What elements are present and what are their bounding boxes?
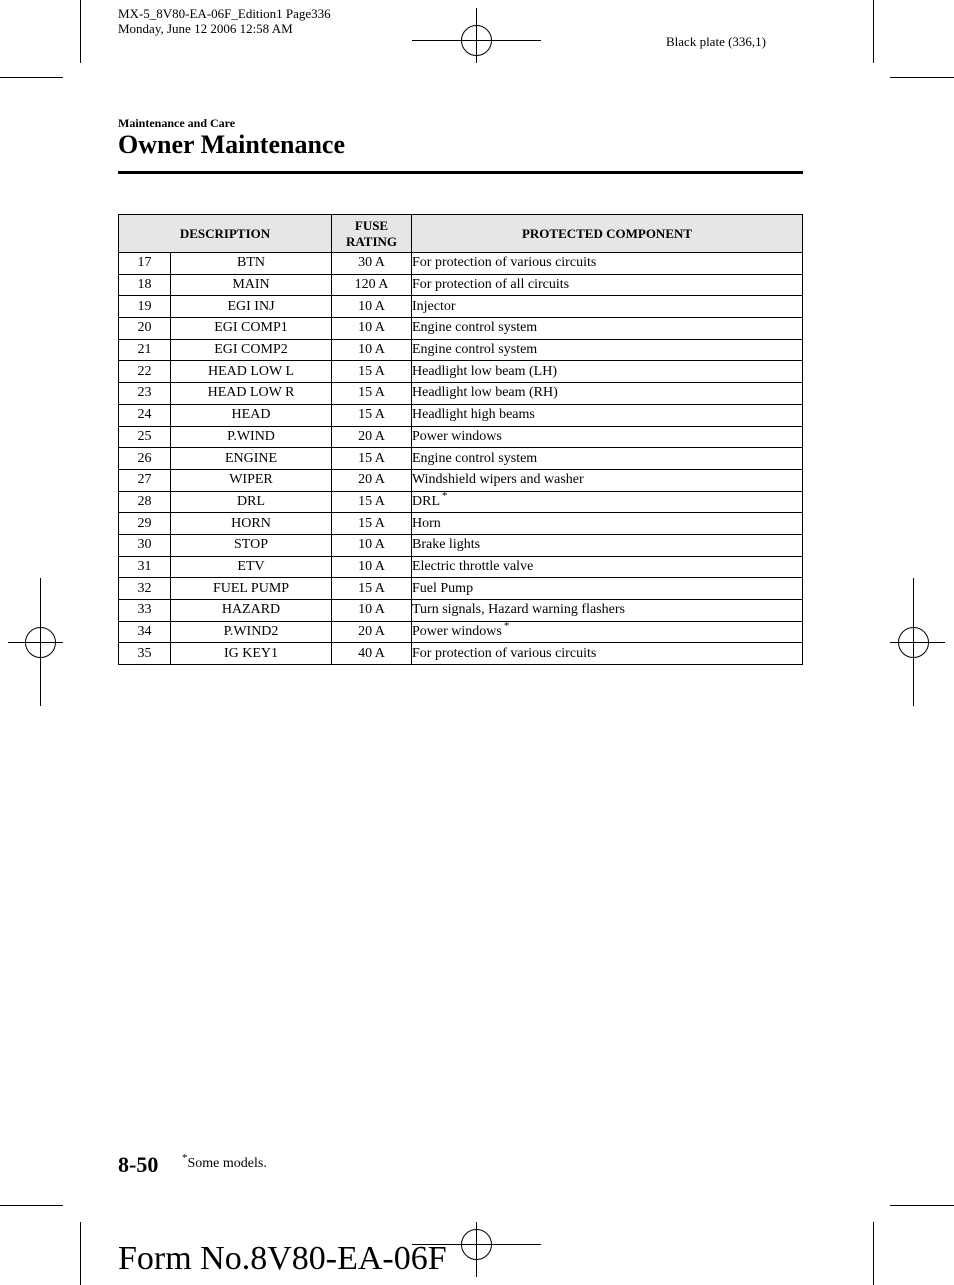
fuse-name-cell-text: HORN (231, 515, 271, 531)
fuse-rating-cell (332, 426, 412, 448)
protected-component-cell (412, 556, 803, 578)
footnote-mark: * (182, 1152, 188, 1165)
protected-component-cell (412, 578, 803, 600)
title-rule (118, 171, 803, 174)
fuse-name-cell-text: DRL (237, 493, 265, 509)
fuse-number-cell (119, 621, 171, 643)
fuse-number-cell (119, 491, 171, 513)
protected-component-cell (412, 318, 803, 340)
table-row (119, 339, 803, 361)
protected-component-cell-text: Injector (412, 298, 456, 314)
fuse-rating-cell-text: 10 A (358, 342, 385, 358)
fuse-number-cell-text: 21 (137, 342, 152, 358)
fuse-number-cell (119, 383, 171, 405)
protected-component-cell (412, 404, 803, 426)
fuse-rating-cell (332, 296, 412, 318)
table-row (119, 556, 803, 578)
fuse-name-cell-text: HEAD LOW L (207, 363, 295, 379)
protected-component-cell-text: Fuel Pump (412, 580, 474, 596)
fuse-number-cell-text: 29 (137, 515, 152, 531)
protected-component-cell (412, 534, 803, 556)
table-row (119, 469, 803, 491)
fuse-number-cell-text: 23 (137, 385, 152, 401)
protected-component-cell (412, 600, 803, 622)
protected-component-cell (412, 383, 803, 405)
fuse-number-cell-text: 27 (137, 472, 152, 488)
fuse-number-cell (119, 253, 171, 275)
date-line: Monday, June 12 2006 12:58 AM (118, 21, 293, 36)
fuse-table-body (119, 253, 803, 665)
protected-component-cell (412, 448, 803, 470)
fuse-number-cell (119, 448, 171, 470)
fuse-rating-cell-text: 10 A (358, 320, 385, 336)
fuse-rating-cell-text: 10 A (358, 602, 385, 618)
fuse-number-cell-text: 17 (137, 255, 152, 271)
fuse-name-cell-text: EGI INJ (227, 298, 275, 314)
fuse-rating-cell-text: 20 A (358, 624, 385, 640)
fuse-rating-cell (332, 448, 412, 470)
protected-component-cell (412, 274, 803, 296)
fuse-name-cell (171, 339, 332, 361)
fuse-rating-cell (332, 383, 412, 405)
file-line: MX-5_8V80-EA-06F_Edition1 Page336 (118, 6, 331, 21)
some-models-mark: * (442, 490, 448, 503)
fuse-rating-cell (332, 578, 412, 600)
header-fuse-rating (332, 215, 412, 253)
protected-component-cell (412, 621, 803, 643)
fuse-name-cell (171, 621, 332, 643)
fuse-rating-cell (332, 600, 412, 622)
fuse-number-cell-text: 22 (137, 363, 152, 379)
fuse-name-cell-text: P.WIND2 (223, 624, 279, 640)
fuse-number-cell (119, 600, 171, 622)
fuse-rating-cell (332, 361, 412, 383)
fuse-name-cell (171, 534, 332, 556)
fuse-number-cell (119, 556, 171, 578)
protected-component-cell-text: Engine control system (412, 320, 538, 336)
fuse-rating-cell-text: 15 A (358, 385, 385, 401)
fuse-number-cell-text: 20 (137, 320, 152, 336)
fuse-number-cell (119, 469, 171, 491)
protected-component-cell (412, 253, 803, 275)
fuse-rating-cell-text: 15 A (358, 493, 385, 509)
table-row (119, 383, 803, 405)
fuse-rating-cell-text: 20 A (358, 428, 385, 444)
protected-component-cell-text: Windshield wipers and washer (412, 472, 584, 488)
page-title: Owner Maintenance (118, 130, 345, 159)
table-row (119, 361, 803, 383)
protected-component-cell (412, 426, 803, 448)
form-number: Form No.8V80-EA-06F (118, 1240, 447, 1277)
fuse-rating-cell-text: 15 A (358, 515, 385, 531)
fuse-number-cell (119, 426, 171, 448)
fuse-name-cell-text: P.WIND (227, 428, 275, 444)
fuse-rating-cell-text: 10 A (358, 558, 385, 574)
fuse-name-cell-text: EGI COMP1 (214, 320, 288, 336)
fuse-rating-cell (332, 404, 412, 426)
section-label: Maintenance and Care (118, 116, 236, 130)
fuse-rating-cell-text: 20 A (358, 472, 385, 488)
fuse-rating-cell (332, 253, 412, 275)
table-row (119, 404, 803, 426)
fuse-number-cell (119, 339, 171, 361)
fuse-rating-cell (332, 491, 412, 513)
table-row (119, 534, 803, 556)
fuse-name-cell (171, 643, 332, 665)
fuse-number-cell-text: 31 (137, 558, 152, 574)
protected-component-cell (412, 296, 803, 318)
fuse-number-cell-text: 26 (137, 450, 152, 466)
fuse-name-cell (171, 296, 332, 318)
protected-component-cell (412, 491, 803, 513)
protected-component-cell-text: Headlight low beam (RH) (412, 385, 558, 401)
fuse-number-cell-text: 34 (137, 624, 152, 640)
fuse-name-cell (171, 578, 332, 600)
protected-component-cell-text: Horn (412, 515, 441, 531)
table-row (119, 448, 803, 470)
fuse-name-cell (171, 469, 332, 491)
protected-component-cell-text: Brake lights (412, 537, 481, 553)
protected-component-cell-text: For protection of various circuits (412, 255, 597, 271)
fuse-name-cell (171, 404, 332, 426)
fuse-number-cell-text: 30 (137, 537, 152, 553)
protected-component-cell-text: Headlight high beams (412, 407, 535, 423)
fuse-number-cell-text: 25 (137, 428, 152, 444)
fuse-rating-cell-text: 30 A (358, 255, 385, 271)
fuse-name-cell-text: HAZARD (221, 602, 281, 618)
header-fuse-rating-line2: RATING (345, 233, 398, 249)
page-number: 8-50 (118, 1152, 159, 1177)
fuse-number-cell-text: 28 (137, 493, 152, 509)
table-row (119, 643, 803, 665)
table-row (119, 491, 803, 513)
protected-component-cell-text: Power windows (412, 428, 502, 444)
protected-component-cell-text: Headlight low beam (LH) (412, 363, 558, 379)
fuse-name-cell (171, 448, 332, 470)
fuse-name-cell (171, 318, 332, 340)
fuse-name-cell-text: HEAD (231, 407, 271, 423)
header-protected-component: PROTECTED COMPONENT (412, 215, 803, 253)
fuse-name-cell-text: ETV (237, 558, 265, 574)
fuse-rating-cell-text: 15 A (358, 450, 385, 466)
fuse-number-cell (119, 318, 171, 340)
fuse-rating-cell-text: 15 A (358, 363, 385, 379)
fuse-rating-cell (332, 556, 412, 578)
table-row (119, 426, 803, 448)
fuse-number-cell (119, 404, 171, 426)
fuse-rating-cell (332, 469, 412, 491)
protected-component-cell-text: Turn signals, Hazard warning flashers (412, 602, 625, 618)
fuse-number-cell (119, 578, 171, 600)
fuse-rating-cell-text: 10 A (358, 298, 385, 314)
fuse-name-cell (171, 361, 332, 383)
fuse-number-cell (119, 643, 171, 665)
fuse-name-cell-text: EGI COMP2 (214, 342, 288, 358)
fuse-rating-cell (332, 274, 412, 296)
protected-component-cell (412, 339, 803, 361)
fuse-rating-cell-text: 40 A (358, 645, 385, 661)
fuse-name-cell (171, 426, 332, 448)
fuse-name-cell (171, 491, 332, 513)
footnote (180, 1152, 267, 1172)
fuse-rating-cell (332, 513, 412, 535)
fuse-name-cell-text: FUEL PUMP (212, 580, 290, 596)
table-row (119, 513, 803, 535)
fuse-number-cell (119, 513, 171, 535)
fuse-number-cell-text: 35 (137, 645, 152, 661)
protected-component-cell (412, 469, 803, 491)
protected-component-cell-text: Engine control system (412, 342, 538, 358)
protected-component-cell-text: Engine control system (412, 450, 538, 466)
table-row (119, 621, 803, 643)
fuse-name-cell-text: WIPER (229, 472, 273, 488)
fuse-rating-cell-text: 15 A (358, 580, 385, 596)
table-row (119, 600, 803, 622)
header-fuse-rating-line1: FUSE (354, 217, 389, 233)
fuse-name-cell-text: MAIN (232, 277, 270, 293)
fuse-rating-cell-text: 15 A (358, 407, 385, 423)
protected-component-cell-text: Power windows (412, 624, 502, 640)
fuse-number-cell-text: 33 (137, 602, 152, 618)
fuse-name-cell (171, 274, 332, 296)
plate-label: Black plate (336,1) (666, 34, 766, 49)
table-row (119, 296, 803, 318)
some-models-mark: * (503, 620, 510, 633)
fuse-name-cell-text: IG KEY1 (223, 645, 279, 661)
fuse-rating-cell (332, 621, 412, 643)
fuse-name-cell (171, 556, 332, 578)
fuse-name-cell (171, 383, 332, 405)
protected-component-cell-text: Electric throttle valve (412, 558, 534, 574)
table-row (119, 274, 803, 296)
fuse-name-cell-text: ENGINE (224, 450, 278, 466)
fuse-rating-cell-text: 10 A (358, 537, 385, 553)
table-row (119, 253, 803, 275)
fuse-rating-cell (332, 318, 412, 340)
fuse-rating-cell (332, 534, 412, 556)
table-row (119, 318, 803, 340)
fuse-number-cell-text: 19 (137, 298, 152, 314)
fuse-name-cell (171, 253, 332, 275)
fuse-rating-cell (332, 339, 412, 361)
protected-component-cell (412, 643, 803, 665)
fuse-number-cell (119, 296, 171, 318)
protected-component-cell-text: For protection of all circuits (412, 277, 570, 293)
fuse-number-cell (119, 534, 171, 556)
fuse-number-cell-text: 18 (137, 277, 152, 293)
footnote-text: Some models. (187, 1156, 267, 1171)
fuse-name-cell-text: STOP (234, 537, 268, 553)
fuse-rating-cell (332, 643, 412, 665)
fuse-name-cell-text: BTN (237, 255, 265, 271)
print-metadata (118, 6, 331, 36)
fuse-table (118, 214, 803, 665)
table-row (119, 578, 803, 600)
protected-component-cell (412, 513, 803, 535)
fuse-name-cell-text: HEAD LOW R (207, 385, 295, 401)
protected-component-cell (412, 361, 803, 383)
fuse-number-cell (119, 274, 171, 296)
protected-component-cell-text: DRL (412, 493, 440, 509)
fuse-rating-cell-text: 120 A (354, 277, 389, 293)
protected-component-cell-text: For protection of various circuits (412, 645, 597, 661)
fuse-name-cell (171, 513, 332, 535)
fuse-number-cell-text: 24 (137, 407, 152, 423)
table-header-row (119, 215, 803, 253)
fuse-number-cell (119, 361, 171, 383)
header-description: DESCRIPTION (119, 215, 332, 253)
fuse-number-cell-text: 32 (137, 580, 152, 596)
fuse-name-cell (171, 600, 332, 622)
